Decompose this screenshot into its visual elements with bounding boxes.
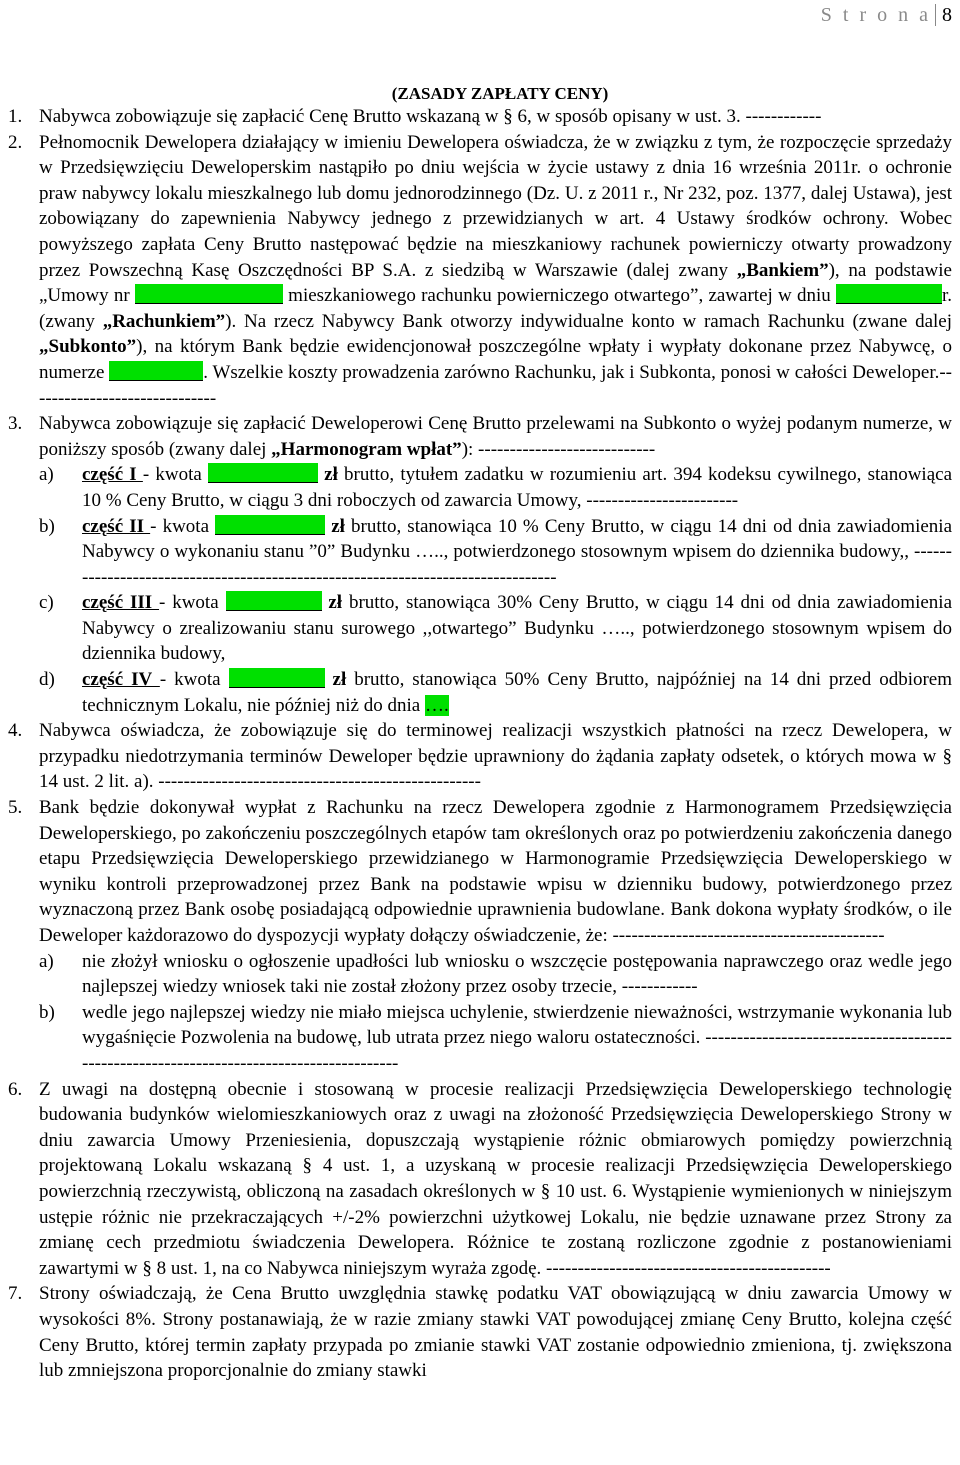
paragraph-text: mieszkaniowego rachunku powierniczego otwartego”, zawartej w dniu: [282, 285, 836, 307]
statement-a: [0, 949, 960, 1000]
currency-label: zł: [324, 464, 338, 486]
currency-label: zł: [328, 592, 343, 614]
paragraph-number: 6.: [8, 1078, 23, 1100]
paragraph-text: Bank będzie dokonywał wypłat z Rachunku na rzecz Dewelopera zgodnie z Harmonogramem Przedsięwzięcia Deweloperskiego, po zakończeniu poszczególnych etapów tam określonych oraz po potwierdzeniu zakończenia danego etapu Przedsięwzięcia Deweloperskiego przewidzianego w Harmonogramie Przedsięwzięcia Deweloperskiego w wyniku kontroli przeprowadzonej przez Bank na podstawie wpisu w dzienniku budowy, potwierdzonego przez wyznaczoną przez Bank osobę posiadającą odpowiednie uprawnienia budowlane. Bank dokona wypłaty środków, o ile Deweloper każdorazowo do dyspozycji wypłaty dołączy oświadczenie, że: -------------------------------------------: [39, 797, 952, 946]
installment-text: brutto, stanowiąca 30% Ceny Brutto, w ciągu 14 dni od dnia zawiadomienia Nabywcy o zrealizowaniu stanu surowego ,,otwartego” Budynku ….., potwierdzonego stosownym wpisem do dziennika budowy,: [82, 592, 953, 665]
paragraph-number: 4.: [8, 720, 23, 742]
paragraph-2: [0, 130, 960, 412]
paragraph-text: ): ----------------------------: [461, 438, 656, 460]
item-letter: a): [39, 950, 54, 972]
installment-kwota: - kwota: [159, 669, 229, 691]
paragraph-text: Pełnomocnik Dewelopera działający w imieniu Dewelopera oświadcza, że w związku z tym, że rozpoczęcie sprzedaży w Przedsięwzięciu Deweloperskim nastąpiło po dniu wejścia w życie ustawy z dnia 16 września 2011r. o ochronie praw nabywcy lokalu mieszkalnego lub domu jednorodzinnego (Dz. U. z 2011 r., Nr 232, poz. 1377, dalej Ustawa), jest zobowiązany do zapewnienia Nabywcy jednego z przewidzianych w art. 4 Ustawy środków ochrony. Wobec powyższego zapłata Ceny Brutto następować będzie na mieszkaniowy rachunek powierniczy otwarty prowadzony przez Powszechną Kasę Oszczędności BP S.A. z siedzibą w Warszawie (dalej zwany: [39, 131, 952, 281]
item-letter: b): [39, 1001, 55, 1023]
paragraph-text: ). Na rzecz Nabywcy Bank otworzy indywidualne konto w ramach Rachunku (zwane dalej: [225, 310, 952, 332]
paragraph-number: 7.: [8, 1283, 23, 1305]
umowa-date-blank[interactable]: [836, 284, 942, 304]
installment-text: brutto, stanowiąca 50% Ceny Brutto, najpóźniej na 14 dni przed odbiorem technicznym Lokalu, nie później niż do dnia: [82, 669, 953, 716]
paragraph-5: [0, 795, 960, 949]
harmonogram-term: „Harmonogram wpłat”: [271, 438, 462, 460]
amount-blank-b[interactable]: [215, 515, 325, 535]
paragraph-1: [0, 104, 960, 130]
paragraph-text: ), na którym Bank będzie ewidencjonował poszczególne wpłaty i wypłaty dokonane przez Nabywcę, o numerze: [39, 336, 952, 383]
statement-text: nie złożył wniosku o ogłoszenie upadłości lub wniosku o wszczęcie postępowania naprawczego oraz wedle jego najlepszej wiedzy wniosek taki nie został złożony przez osoby trzecie, ------------: [82, 950, 952, 998]
paragraph-number: 5.: [8, 797, 23, 819]
document-body: [0, 104, 960, 1384]
statement-text: wedle jego najlepszej wiedzy nie miało miejsca uchylenie, stwierdzenie nieważności, wstrzymanie wykonania lub wygaśnięcie Pozwolenia na budowę, lub utrata przez niego waloru ostateczności. -----------------------------------------------------------------------------------------: [82, 1001, 952, 1074]
installment-text: brutto, tytułem zadatku w rozumieniu art. 394 kodeksu cywilnego, stanowiąca 10 % Ceny Brutto, w ciągu 3 dni roboczych od zawarcia Umowy, ------------------------: [82, 464, 953, 511]
page-number: 8: [935, 4, 952, 26]
paragraph-text: Z uwagi na dostępną obecnie i stosowaną w procesie realizacji Przedsięwzięcia Deweloperskiego technologię budowania budynków wielomieszkaniowych oraz z uwagi na złożoność Przedsięwzięcia Deweloperskiego Strony w dniu zawarcia Umowy Przeniesienia, dopuszczają wystąpienie różnic obmiarowych pomiędzy powierzchnią projektowaną Lokalu wskazaną § 4 ust. 1, a uzyskaną w procesie realizacji Przedsięwzięcia Deweloperskiego powierzchnią rzeczywistą, obliczoną na zasadach określonych w § 10 ust. 6. Wystąpienie wymienionych w niniejszym ustępie różnic nie przekraczających +/-2% powierzchni użytkowej Lokalu, nie będzie uznawane przez Strony za zmianę cech przedmiotu świadczenia Dewelopera. Różnice te zostaną rozliczone zgodnie z postanowieniami zawartymi w § 8 ust. 1, na co Nabywca niniejszym wyraża zgodę. ---------------------------------------------: [39, 1078, 952, 1279]
installment-label: część I: [82, 464, 143, 486]
page-word: S t r o n a: [820, 4, 931, 26]
umowa-number-blank[interactable]: [135, 284, 283, 304]
paragraph-text: Nabywca zobowiązuje się zapłacić Deweloperowi Cenę Brutto przelewami na Subkonto o wyżej podanym numerze, w poniższy sposób (zwany dalej: [39, 413, 952, 460]
statement-b: [0, 1000, 960, 1077]
amount-blank-d[interactable]: [229, 668, 325, 688]
currency-label: zł: [332, 669, 347, 691]
paragraph-text: r. (zwany: [39, 285, 952, 332]
subkonto-number-blank[interactable]: [109, 361, 203, 381]
paragraph-text: Nabywca zobowiązuje się zapłacić Cenę Brutto wskazaną w § 6, w sposób opisany w ust. 3. ------------: [39, 106, 822, 127]
amount-blank-c[interactable]: [226, 591, 322, 611]
paragraph-3: [0, 411, 960, 462]
item-letter: c): [39, 592, 54, 614]
date-blank-d[interactable]: ….: [424, 694, 449, 716]
page-header: [821, 4, 952, 27]
bank-term: „Bankiem”: [736, 259, 829, 281]
installment-kwota: - kwota: [150, 515, 216, 537]
installment-d: [0, 667, 960, 718]
amount-blank-a[interactable]: [208, 463, 318, 483]
paragraph-text: Strony oświadczają, że Cena Brutto uwzględnia stawkę podatku VAT obowiązującą w dniu zawarcia Umowy w wysokości 8%. Strony postanawiają, że w razie zmiany stawki VAT powodującej zmianę Ceny Brutto, kolejna część Ceny Brutto, której termin zapłaty przypada po zmianie stawki VAT zostanie odpowiednio zmieniona, tj. zwiększona lub zmniejszona proporcjonalnie do zmiany stawki: [39, 1283, 952, 1382]
paragraph-number: 2.: [8, 131, 23, 153]
item-letter: a): [39, 464, 54, 486]
installment-kwota: - kwota: [159, 592, 226, 614]
currency-label: zł: [331, 515, 345, 537]
installment-kwota: - kwota: [142, 464, 208, 486]
item-letter: d): [39, 669, 55, 691]
installment-label: część IV: [82, 669, 160, 691]
installment-b: [0, 514, 960, 591]
paragraph-7: [0, 1281, 960, 1383]
paragraph-number: 1.: [8, 106, 23, 127]
installment-label: część II: [82, 515, 151, 537]
paragraph-6: [0, 1077, 960, 1282]
rachunek-term: „Rachunkiem”: [102, 310, 226, 332]
section-title: (ZASADY ZAPŁATY CENY): [391, 84, 609, 103]
installment-text: brutto, stanowiąca 10 % Ceny Brutto, w ciągu 14 dni od dnia zawiadomienia Nabywcy o wykonaniu stanu ”0” Budynku ….., potwierdzonego stosownym wpisem do dziennika budowy,, ---------------------------------------------------------------------------------: [82, 515, 953, 588]
paragraph-number: 3.: [8, 413, 23, 435]
installment-label: część III: [82, 592, 160, 614]
installment-a: [0, 462, 960, 513]
paragraph-text: Nabywca oświadcza, że zobowiązuje się do terminowej realizacji wszystkich płatności na rzecz Dewelopera, w przypadku niedotrzymania terminów Deweloper będzie uprawniony do żądania zapłaty odsetek, o których mowa w § 14 ust. 2 lit. a). ---------------------------------------------------: [39, 720, 952, 793]
installment-c: [0, 590, 960, 667]
paragraph-text: ), na podstawie „Umowy nr: [39, 259, 952, 307]
paragraph-4: [0, 718, 960, 795]
item-letter: b): [39, 515, 55, 537]
subkonto-term: „Subkonto”: [39, 336, 137, 358]
paragraph-text: . Wszelkie koszty prowadzenia zarówno Rachunku, jak i Subkonta, ponosi w całości Deweloper.------------------------------: [39, 361, 952, 409]
